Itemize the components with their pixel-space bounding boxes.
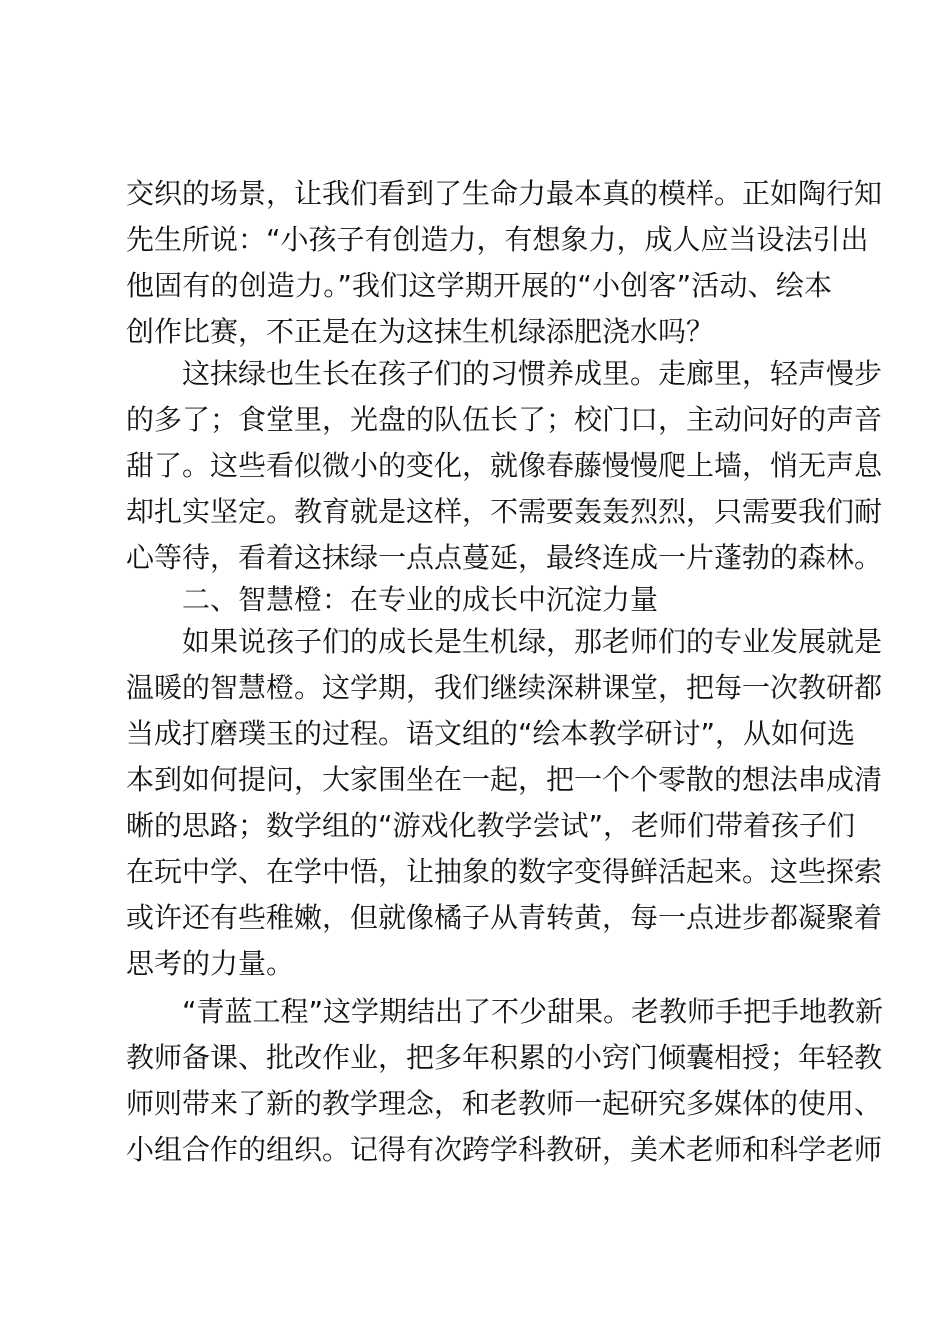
- paragraph-line: 这抹绿也生长在孩子们的习惯养成里。走廊里，轻声慢步: [182, 357, 883, 390]
- paragraph-line: 他固有的创造力。”我们这学期开展的“小创客”活动、绘本: [126, 269, 832, 302]
- paragraph-line: 小组合作的组织。记得有次跨学科教研，美术老师和科学老师: [126, 1133, 883, 1166]
- paragraph-line: 晰的思路；数学组的“游戏化教学尝试”，老师们带着孩子们: [126, 809, 856, 842]
- paragraph-line: 如果说孩子们的成长是生机绿，那老师们的专业发展就是: [182, 625, 883, 658]
- paragraph-line: 心等待，看着这抹绿一点点蔓延，最终连成一片蓬勃的森林。: [126, 541, 883, 574]
- paragraph-line: 在玩中学、在学中悟，让抽象的数字变得鲜活起来。这些探索: [126, 855, 883, 888]
- paragraph-line: 师则带来了新的教学理念，和老教师一起研究多媒体的使用、: [126, 1087, 883, 1120]
- paragraph-line: 却扎实坚定。教育就是这样，不需要轰轰烈烈，只需要我们耐: [126, 495, 883, 528]
- paragraph-line: 当成打磨璞玉的过程。语文组的“绘本教学研讨”，从如何选: [126, 717, 856, 750]
- paragraph-line: 或许还有些稚嫩，但就像橘子从青转黄，每一点进步都凝聚着: [126, 901, 883, 934]
- paragraph-line: 创作比赛，不正是在为这抹生机绿添肥浇水吗？: [126, 315, 715, 348]
- section-heading: 二、智慧橙：在专业的成长中沉淀力量: [182, 583, 659, 616]
- paragraph-line: 温暖的智慧橙。这学期，我们继续深耕课堂，把每一次教研都: [126, 671, 883, 704]
- paragraph-line: “青蓝工程”这学期结出了不少甜果。老教师手把手地教新: [182, 995, 884, 1028]
- paragraph-line: 思考的力量。: [126, 947, 295, 980]
- paragraph-line: 的多了；食堂里，光盘的队伍长了；校门口，主动问好的声音: [126, 403, 883, 436]
- paragraph-line: 交织的场景，让我们看到了生命力最本真的模样。正如陶行知: [126, 177, 883, 210]
- paragraph-line: 甜了。这些看似微小的变化，就像春藤慢慢爬上墙，悄无声息: [126, 449, 883, 482]
- paragraph-line: 本到如何提问，大家围坐在一起，把一个个零散的想法串成清: [126, 763, 883, 796]
- paragraph-line: 教师备课、批改作业，把多年积累的小窍门倾囊相授；年轻教: [126, 1041, 883, 1074]
- paragraph-line: 先生所说：“小孩子有创造力，有想象力，成人应当设法引出: [126, 223, 869, 256]
